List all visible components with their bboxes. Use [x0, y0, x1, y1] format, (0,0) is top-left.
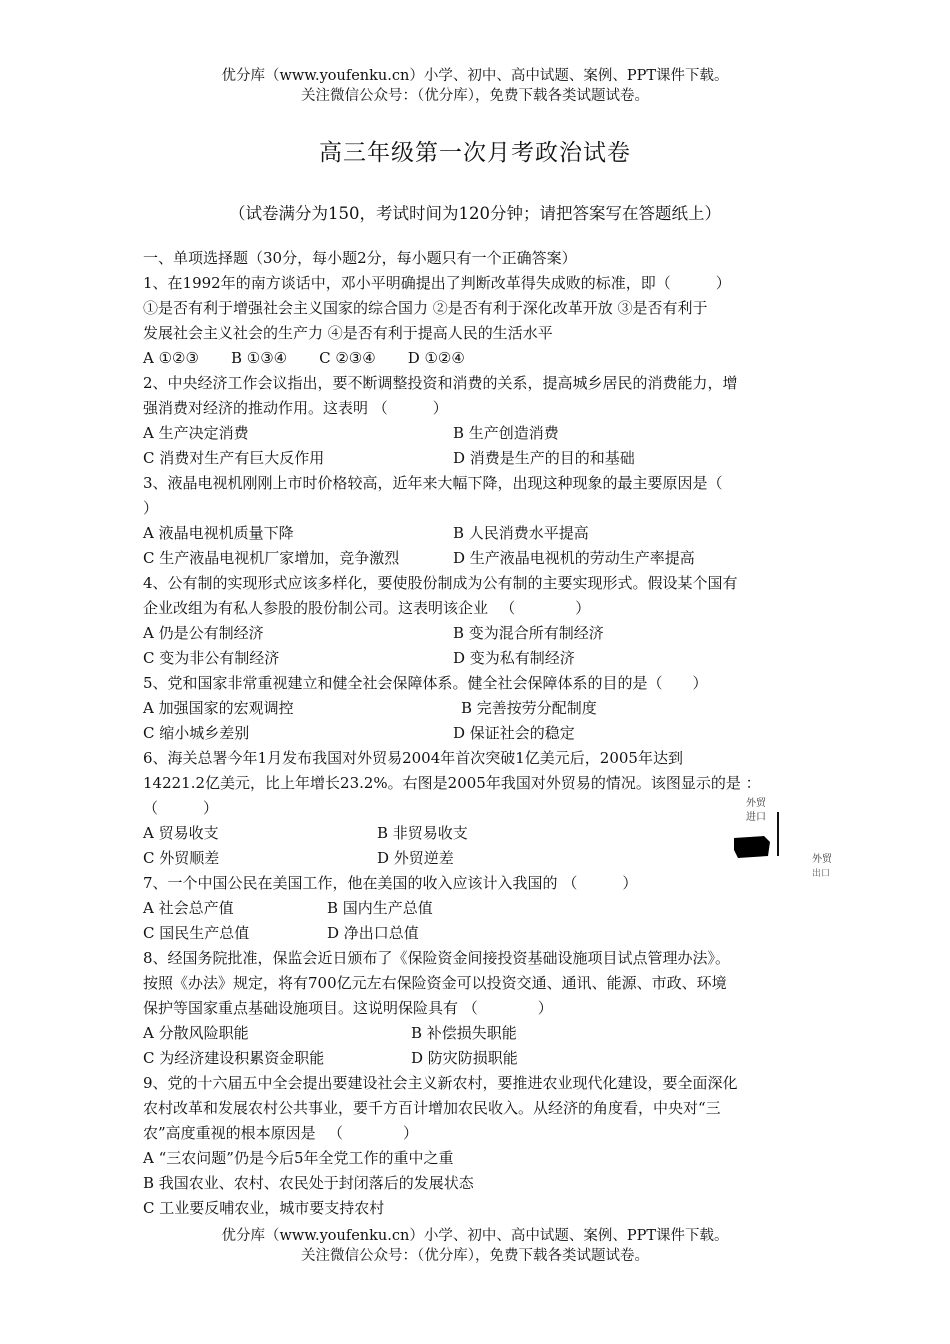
question-6-stem: 6、海关总署今年1月发布我国对外贸易2004年首次突破1亿美元后，2005年达到	[143, 749, 683, 767]
header-line-1: 优分库（www.youfenku.cn）小学、初中、高中试题、案例、PPT课件下载。	[221, 68, 729, 84]
option-c: C 缩小城乡差别	[143, 724, 250, 742]
option-b: B 生产创造消费	[453, 424, 559, 442]
trade-chart	[730, 790, 840, 880]
question-9-option-c: C 工业要反哺农业，城市要支持农村	[143, 1199, 385, 1217]
question-9-stem: 9、党的十六届五中全会提出要建设社会主义新农村，要推进农业现代化建设，要全面深化	[143, 1074, 738, 1092]
question-9-stem-2: 农村改革和发展农村公共事业，要千方百计增加农民收入。从经济的角度看，中央对“三	[143, 1099, 721, 1117]
exam-subtitle: （试卷满分为150，考试时间为120分钟；请把答案写在答题纸上）	[229, 204, 721, 223]
question-6-stem-3: （ ）	[143, 799, 219, 817]
question-1-stem: 1、在1992年的南方谈话中，邓小平明确提出了判断改革得失成败的标准，即（ ）	[143, 274, 731, 292]
option-b: B 变为混合所有制经济	[453, 624, 604, 642]
question-6-options-row-2	[143, 846, 815, 871]
chart-label-top: 外贸	[746, 798, 766, 809]
option-d: D 变为私有制经济	[453, 649, 575, 667]
chart-label-top-2: 进口	[746, 812, 766, 823]
question-4-options-row-1	[143, 621, 815, 646]
exam-title: 高三年级第一次月考政治试卷	[319, 140, 631, 166]
option-b: B 国内生产总值	[327, 899, 433, 917]
option-d: D 生产液晶电视机的劳动生产率提高	[453, 549, 695, 567]
question-6-stem-2: 14221.2亿美元，比上年增长23.2%。右图是2005年我国对外贸易的情况。该图显示的是 ：	[143, 774, 761, 792]
chart-label-right-2: 出口	[812, 869, 831, 879]
question-1-stem-3: 发展社会主义社会的生产力 ④是否有利于提高人民的生活水平	[143, 324, 553, 342]
question-6-options-row-1	[143, 821, 815, 846]
footer-line-2: 关注微信公众号：（优分库），免费下载各类试题试卷。	[301, 1248, 649, 1264]
option-b: B 人民消费水平提高	[453, 524, 589, 542]
option-d: D 保证社会的稳定	[453, 724, 575, 742]
option-d: D 防灾防损职能	[411, 1049, 518, 1067]
question-2-options-row-1	[143, 421, 815, 446]
question-3-options-row-2	[143, 546, 815, 571]
option-b: B ①③④	[230, 349, 288, 367]
question-2-stem: 2、中央经济工作会议指出，要不断调整投资和消费的关系，提高城乡居民的消费能力，增	[143, 374, 738, 392]
question-9-stem-3: 农”高度重视的根本原因是 （ ）	[143, 1124, 418, 1142]
question-3-stem-2: ）	[143, 499, 159, 517]
option-a: A ①②③	[143, 349, 199, 367]
question-8-options-row-1	[143, 1021, 815, 1046]
section-heading: 一、单项选择题（30分，每小题2分，每小题只有一个正确答案）	[143, 249, 577, 267]
question-4-options-row-2	[143, 646, 815, 671]
question-4-stem: 4、公有制的实现形式应该多样化，要使股份制成为公有制的主要实现形式。假设某个国有	[143, 574, 738, 592]
option-a: A 生产决定消费	[143, 424, 249, 442]
question-8-stem-2: 按照《办法》规定，将有700亿元左右保险资金可以投资交通、通讯、能源、市政、环境	[143, 974, 727, 992]
option-a: A 加强国家的宏观调控	[143, 699, 294, 717]
question-5-stem: 5、党和国家非常重视建立和健全社会保障体系。健全社会保障体系的目的是（ ）	[143, 674, 708, 692]
question-5-options-row-2	[143, 721, 815, 746]
option-c: C 变为非公有制经济	[143, 649, 280, 667]
option-d: D 外贸逆差	[377, 849, 454, 867]
option-d: D 净出口总值	[327, 924, 419, 942]
question-5-options-row-1	[143, 696, 815, 721]
option-a: A 分散风险职能	[143, 1024, 249, 1042]
option-a: A 液晶电视机质量下降	[143, 524, 294, 542]
option-a: A 社会总产值	[143, 899, 234, 917]
question-2-stem-2: 强消费对经济的推动作用。这表明 （ ）	[143, 399, 448, 417]
option-b: B 非贸易收支	[377, 824, 468, 842]
question-8-stem-3: 保护等国家重点基础设施项目。这说明保险具有 （ ）	[143, 999, 553, 1017]
option-c: C 消费对生产有巨大反作用	[143, 449, 325, 467]
option-b: B 补偿损失职能	[411, 1024, 517, 1042]
page-header	[0, 66, 950, 106]
header-line-2: 关注微信公众号：（优分库），免费下载各类试题试卷。	[301, 88, 649, 104]
exam-body	[143, 246, 815, 1221]
question-4-stem-2: 企业改组为有私人参股的股份制公司。这表明该企业 （ ）	[143, 599, 591, 617]
question-8-stem: 8、经国务院批准，保监会近日颁布了《保险资金间接投资基础设施项目试点管理办法》。	[143, 949, 731, 967]
option-c: C 国民生产总值	[143, 924, 250, 942]
option-c: C 生产液晶电视机厂家增加，竞争激烈	[143, 549, 400, 567]
question-8-options-row-2	[143, 1046, 815, 1071]
option-a: A 贸易收支	[143, 824, 219, 842]
option-c: C ②③④	[319, 349, 376, 367]
question-9-option-b: B 我国农业、农村、农民处于封闭落后的发展状态	[143, 1174, 474, 1192]
question-7-stem: 7、一个中国公民在美国工作，他在美国的收入应该计入我国的 （ ）	[143, 874, 638, 892]
footer-line-1: 优分库（www.youfenku.cn）小学、初中、高中试题、案例、PPT课件下载。	[221, 1228, 729, 1244]
option-a: A 仍是公有制经济	[143, 624, 264, 642]
question-3-options-row-1	[143, 521, 815, 546]
page-footer	[0, 1226, 950, 1266]
question-1-options	[143, 346, 815, 371]
question-7-options-row-2	[143, 921, 815, 946]
question-1-stem-2: ①是否有利于增强社会主义国家的综合国力 ②是否有利于深化改革开放 ③是否有利于	[143, 299, 708, 317]
option-d: D 消费是生产的目的和基础	[453, 449, 635, 467]
chart-label-right: 外贸	[812, 854, 832, 865]
question-3-stem: 3、液晶电视机刚刚上市时价格较高，近年来大幅下降，出现这种现象的最主要原因是（	[143, 474, 723, 492]
option-b: B 完善按劳分配制度	[461, 699, 597, 717]
chart-bar-shape	[734, 836, 770, 858]
question-2-options-row-2	[143, 446, 815, 471]
option-c: C 为经济建设积累资金职能	[143, 1049, 325, 1067]
question-7-options-row-1	[143, 896, 815, 921]
option-d: D ①②④	[407, 349, 465, 367]
question-9-option-a: A “三农问题”仍是今后5年全党工作的重中之重	[143, 1149, 454, 1167]
option-c: C 外贸顺差	[143, 849, 220, 867]
